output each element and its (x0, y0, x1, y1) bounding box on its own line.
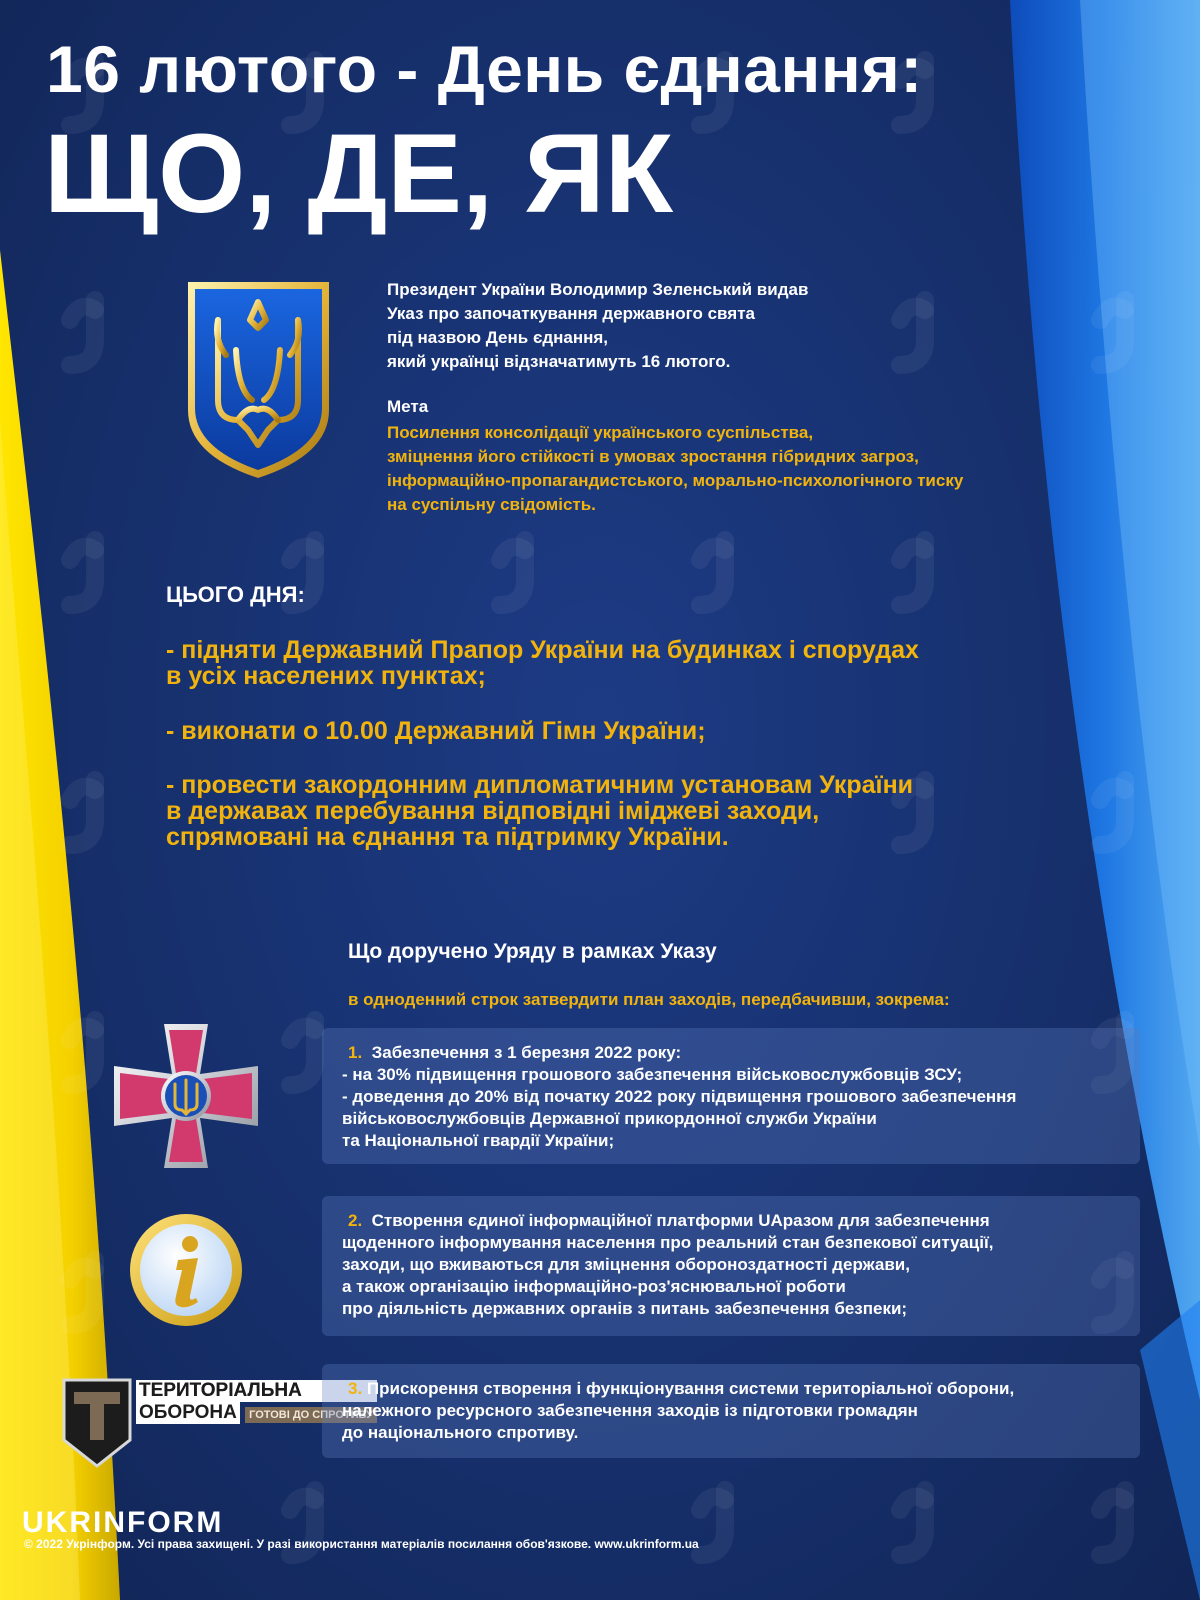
day-item-line: - виконати о 10.00 Державний Гімн України; (166, 717, 706, 745)
intro-text (387, 278, 1087, 374)
goal-label: Мета (387, 397, 429, 416)
copyright-text: © 2022 Укрінформ. Усі права захищені. У разі використання матеріалів посилання обов'язкове. www.ukrinform.ua (24, 1537, 699, 1551)
page-title-line2: ЩО, ДЕ, ЯК (44, 111, 674, 236)
day-item-line: - провести закордонним дипломатичним установам України (166, 771, 914, 799)
item-first-line (348, 1378, 1120, 1400)
item-line: належного ресурсного забезпечення заходів із підготовки громадян (342, 1401, 918, 1420)
item-line: та Національної гвардії України; (342, 1131, 615, 1150)
goal-text (387, 421, 1087, 517)
day-item-line: в державах перебування відповідні іміджеві заходи, (166, 797, 820, 825)
item-line: а також організацію інформаційно-роз'яснювальної роботи (342, 1277, 846, 1296)
item-number: 1. (348, 1043, 363, 1062)
intro-line: який українці відзначатимуть 16 лютого. (387, 352, 731, 371)
item-line: військовослужбовців Державної прикордонної служби України (342, 1109, 877, 1128)
day-item-anthem (166, 718, 1026, 744)
territorial-defense-line2: ОБОРОНА (136, 1402, 240, 1424)
item-line: - доведення до 20% від початку 2022 року підвищення грошового забезпечення (342, 1087, 1017, 1106)
territorial-defense-slogan: ГОТОВІ ДО СПРОТИВУ (245, 1407, 377, 1423)
territorial-defense-icon (62, 1378, 132, 1468)
armed-forces-cross-icon (112, 1022, 260, 1170)
item-text: Забезпечення з 1 березня 2022 року: (371, 1043, 682, 1062)
goal-line: Посилення консолідації українського суспільства, (387, 423, 814, 442)
government-section-title: Що доручено Уряду в рамках Указу (348, 940, 717, 963)
item-line: до національного спротиву. (342, 1423, 579, 1442)
item-number: 2. (348, 1211, 363, 1230)
ukrinform-logo: UKRINFORM (22, 1506, 224, 1539)
item-line: про діяльність державних органів з питань забезпечення безпеки; (342, 1299, 908, 1318)
item-text: Створення єдиної інформаційної платформи UAразом для забезпечення (371, 1211, 990, 1230)
goal-line: на суспільну свідомість. (387, 495, 596, 514)
goal-line: зміцнення його стійкості в умовах зростання гібридних загроз, (387, 447, 919, 466)
item-line: заходи, що вживаються для зміцнення обороноздатності держави, (342, 1255, 910, 1274)
intro-line: Указ про започаткування державного свята (387, 304, 755, 323)
government-item-1 (322, 1028, 1140, 1164)
day-item-diplomacy (166, 772, 1026, 850)
goal-line: інформаційно-пропагандистського, морально-психологічного тиску (387, 471, 964, 490)
info-icon (128, 1212, 244, 1328)
territorial-defense-line1: ТЕРИТОРІАЛЬНА (136, 1380, 377, 1402)
item-first-line (348, 1042, 1120, 1064)
trident-coat-of-arms-icon (186, 280, 331, 480)
page-title-line1: 16 лютого - День єднання: (46, 32, 923, 106)
intro-line: Президент України Володимир Зеленський видав (387, 280, 809, 299)
government-item-3 (322, 1364, 1140, 1458)
government-item-2 (322, 1196, 1140, 1336)
day-item-flag (166, 637, 1026, 689)
day-item-line: - підняти Державний Прапор України на будинках і спорудах (166, 636, 919, 664)
day-item-line: спрямовані на єднання та підтримку України. (166, 823, 729, 851)
item-number: 3. (348, 1379, 363, 1398)
item-line: щоденного інформування населення про реальний стан безпекової ситуації, (342, 1233, 994, 1252)
day-item-line: в усіх населених пунктах; (166, 662, 486, 690)
item-first-line (348, 1210, 1120, 1232)
day-section-label: ЦЬОГО ДНЯ: (166, 582, 305, 607)
government-section-subtitle: в одноденний строк затвердити план заходів, передбачивши, зокрема: (348, 990, 950, 1009)
item-line: - на 30% підвищення грошового забезпечення військовослужбовців ЗСУ; (342, 1065, 963, 1084)
intro-line: під назвою День єднання, (387, 328, 609, 347)
item-text: Прискорення створення і функціонування системи територіальної оборони, (366, 1379, 1015, 1398)
